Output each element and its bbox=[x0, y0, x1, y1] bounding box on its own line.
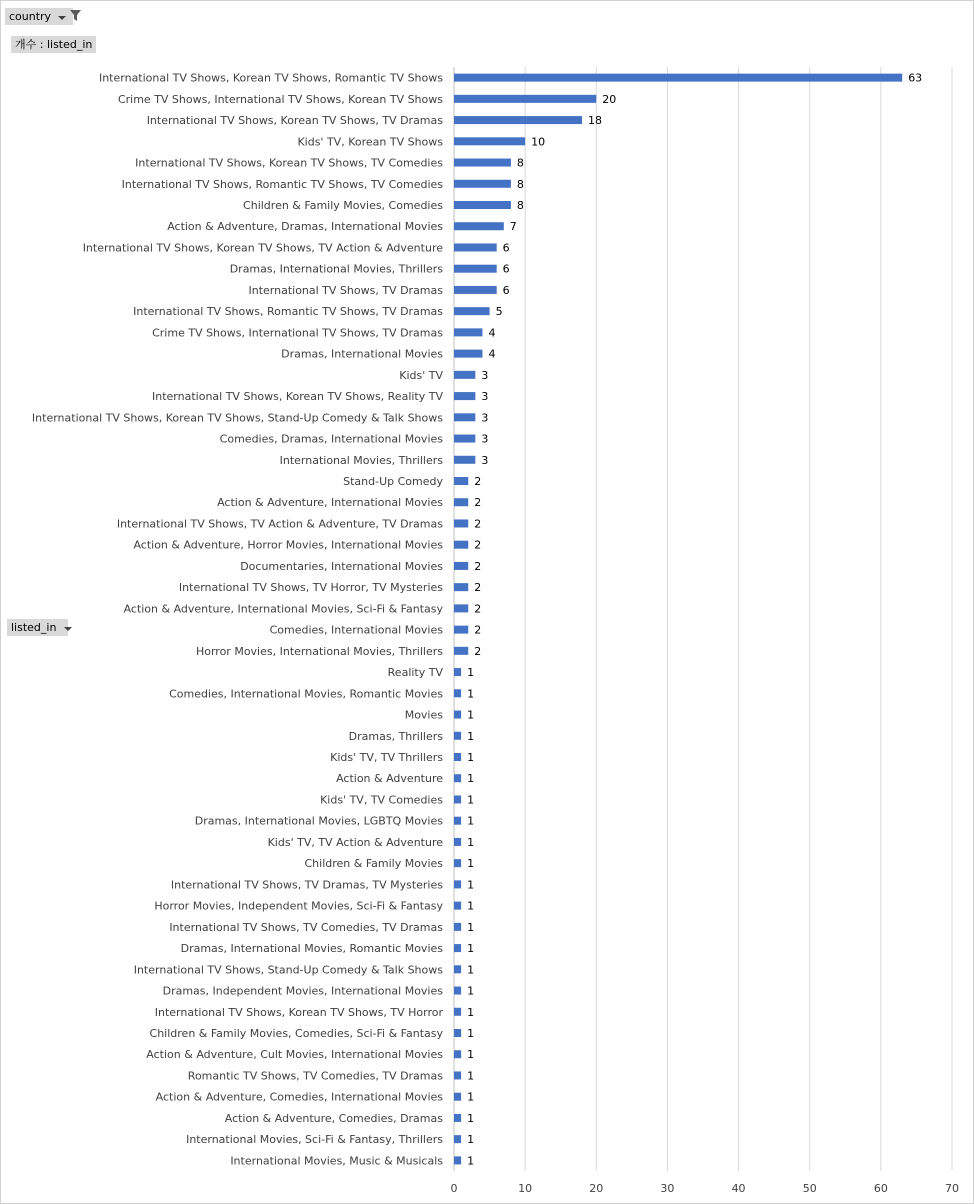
x-tick-label: 10 bbox=[518, 1182, 533, 1195]
data-labels bbox=[467, 72, 922, 1168]
category-label: Movies bbox=[404, 708, 443, 722]
category-label: International TV Shows, TV Action & Adventure, TV Dramas bbox=[116, 517, 443, 531]
category-label: Action & Adventure, Cult Movies, International Movies bbox=[146, 1048, 443, 1062]
data-label: 10 bbox=[531, 135, 546, 149]
category-label: Dramas, International Movies bbox=[281, 347, 443, 361]
bar bbox=[454, 838, 461, 846]
bar bbox=[454, 689, 461, 697]
bar bbox=[454, 859, 461, 867]
data-label: 1 bbox=[467, 878, 475, 892]
data-label: 2 bbox=[474, 517, 482, 531]
data-label: 63 bbox=[908, 71, 923, 85]
x-axis-ticks bbox=[451, 1182, 960, 1195]
bar bbox=[454, 817, 461, 825]
category-labels bbox=[32, 72, 444, 1168]
data-label: 3 bbox=[481, 432, 489, 446]
data-label: 1 bbox=[467, 729, 475, 743]
bar bbox=[454, 923, 461, 931]
x-tick-label: 60 bbox=[873, 1182, 888, 1195]
bar bbox=[454, 1093, 461, 1101]
data-label: 1 bbox=[467, 666, 475, 680]
category-label: International TV Shows, Korean TV Shows, Stand-Up Comedy & Talk Shows bbox=[31, 411, 443, 425]
bar bbox=[454, 477, 468, 485]
bar bbox=[454, 74, 902, 82]
category-label: Dramas, International Movies, Thrillers bbox=[229, 262, 443, 276]
data-label: 8 bbox=[516, 199, 524, 212]
data-label: 2 bbox=[474, 623, 482, 637]
category-label: Comedies, International Movies bbox=[269, 623, 443, 637]
bar bbox=[454, 350, 482, 358]
data-label: 1 bbox=[467, 1069, 475, 1083]
category-label: Action & Adventure bbox=[336, 772, 443, 786]
data-label: 1 bbox=[467, 687, 475, 701]
data-label: 1 bbox=[467, 963, 475, 977]
category-label: International TV Shows, Korean TV Shows, Romantic TV Shows bbox=[98, 71, 443, 85]
data-label: 6 bbox=[502, 283, 510, 297]
category-label: Crime TV Shows, International TV Shows, TV Dramas bbox=[152, 326, 443, 340]
data-label: 2 bbox=[474, 475, 482, 488]
data-label: 3 bbox=[481, 411, 489, 425]
data-label: 1 bbox=[467, 1048, 475, 1062]
category-label: International TV Shows, Stand-Up Comedy & Talk Shows bbox=[133, 963, 443, 977]
bar bbox=[454, 116, 582, 124]
bar bbox=[454, 604, 468, 612]
data-label: 4 bbox=[488, 347, 496, 361]
data-label: 1 bbox=[467, 1090, 475, 1104]
x-tick-label: 70 bbox=[945, 1182, 959, 1195]
bar bbox=[454, 307, 490, 315]
data-label: 2 bbox=[474, 559, 482, 573]
bar bbox=[454, 1156, 461, 1164]
category-label: Documentaries, International Movies bbox=[240, 559, 443, 573]
bar bbox=[454, 583, 468, 591]
category-label: International TV Shows, TV Comedies, TV Dramas bbox=[169, 920, 443, 934]
category-label: Reality TV bbox=[387, 666, 443, 680]
category-label: International TV Shows, Korean TV Shows, TV Horror bbox=[154, 1005, 443, 1019]
category-label: Action & Adventure, Comedies, Dramas bbox=[224, 1111, 443, 1125]
category-label: Children & Family Movies, Comedies, Sci-Fi & Fantasy bbox=[149, 1027, 443, 1040]
bar bbox=[454, 222, 504, 230]
bar bbox=[454, 987, 461, 995]
category-label: International TV Shows, Korean TV Shows, TV Comedies bbox=[135, 156, 443, 170]
data-label: 5 bbox=[495, 305, 503, 319]
x-tick-label: 0 bbox=[450, 1182, 458, 1195]
data-label: 6 bbox=[502, 262, 510, 276]
bar bbox=[454, 392, 475, 400]
x-tick-label: 30 bbox=[660, 1182, 675, 1195]
category-label: International TV Shows, Romantic TV Shows, TV Dramas bbox=[133, 305, 443, 319]
bar bbox=[454, 880, 461, 888]
data-label: 1 bbox=[467, 1133, 475, 1147]
category-label: International TV Shows, Korean TV Shows, TV Dramas bbox=[146, 114, 443, 128]
data-label: 7 bbox=[509, 220, 517, 234]
category-label: Comedies, Dramas, International Movies bbox=[219, 432, 443, 446]
category-label: Action & Adventure, International Movies bbox=[217, 496, 443, 510]
data-label: 1 bbox=[467, 1027, 475, 1040]
category-label: Dramas, International Movies, Romantic Movies bbox=[180, 942, 443, 956]
bar bbox=[454, 413, 475, 421]
bar bbox=[454, 435, 475, 443]
bar bbox=[454, 902, 461, 910]
bar bbox=[454, 519, 468, 527]
category-label: Romantic TV Shows, TV Comedies, TV Dramas bbox=[187, 1069, 443, 1083]
data-label: 2 bbox=[474, 581, 482, 595]
category-label: Kids' TV, TV Action & Adventure bbox=[267, 835, 443, 849]
value-field-label: 개수 : listed_in bbox=[15, 38, 93, 51]
grid-lines bbox=[454, 67, 952, 1171]
category-label: International TV Shows, Korean TV Shows, TV Action & Adventure bbox=[82, 241, 443, 255]
bar bbox=[454, 201, 511, 209]
data-label: 1 bbox=[467, 814, 475, 828]
bar bbox=[454, 456, 475, 464]
data-label: 1 bbox=[467, 899, 475, 913]
x-tick-label: 50 bbox=[802, 1182, 817, 1195]
category-label: Comedies, International Movies, Romantic Movies bbox=[169, 687, 443, 701]
data-label: 3 bbox=[481, 453, 489, 467]
bar bbox=[454, 732, 461, 740]
bar bbox=[454, 328, 482, 336]
bar bbox=[454, 243, 497, 251]
data-label: 18 bbox=[588, 114, 603, 128]
category-label: International TV Shows, TV Dramas, TV Mysteries bbox=[170, 878, 443, 892]
data-label: 1 bbox=[467, 708, 475, 722]
bar bbox=[454, 795, 461, 803]
data-label: 2 bbox=[474, 602, 482, 616]
bar bbox=[454, 265, 497, 273]
bar bbox=[454, 1135, 461, 1143]
category-label: Children & Family Movies bbox=[304, 857, 443, 871]
data-label: 20 bbox=[602, 92, 617, 106]
axis-field-label: listed_in bbox=[11, 621, 57, 634]
category-label: Kids' TV bbox=[399, 368, 443, 382]
data-label: 1 bbox=[467, 942, 475, 956]
bar bbox=[454, 159, 511, 167]
category-label: Crime TV Shows, International TV Shows, Korean TV Shows bbox=[117, 92, 443, 106]
bar bbox=[454, 541, 468, 549]
data-label: 1 bbox=[467, 920, 475, 934]
category-label: Horror Movies, Independent Movies, Sci-Fi & Fantasy bbox=[154, 899, 443, 913]
category-label: Kids' TV, TV Thrillers bbox=[330, 751, 443, 764]
category-label: Kids' TV, TV Comedies bbox=[320, 793, 443, 807]
country-filter-label: country bbox=[9, 10, 52, 23]
bar bbox=[454, 1029, 461, 1037]
category-label: International Movies, Thrillers bbox=[279, 453, 443, 467]
bars bbox=[454, 74, 902, 1168]
category-label: Children & Family Movies, Comedies bbox=[243, 199, 443, 212]
bar bbox=[454, 965, 461, 973]
data-label: 2 bbox=[474, 496, 482, 510]
data-label: 6 bbox=[502, 241, 510, 255]
bar bbox=[454, 498, 468, 506]
bar bbox=[454, 286, 497, 294]
category-label: Action & Adventure, International Movies, Sci-Fi & Fantasy bbox=[123, 602, 443, 616]
bar bbox=[454, 626, 468, 634]
bar bbox=[454, 371, 475, 379]
bar bbox=[454, 668, 461, 676]
bar bbox=[454, 647, 468, 655]
x-tick-label: 40 bbox=[731, 1182, 746, 1195]
category-label: Dramas, Independent Movies, International Movies bbox=[162, 984, 443, 998]
data-label: 3 bbox=[481, 390, 489, 404]
data-label: 1 bbox=[467, 793, 475, 807]
category-label: Action & Adventure, Horror Movies, International Movies bbox=[133, 538, 443, 552]
data-label: 1 bbox=[467, 835, 475, 849]
category-label: Horror Movies, International Movies, Thrillers bbox=[195, 644, 443, 658]
data-label: 1 bbox=[467, 772, 475, 786]
bar bbox=[454, 711, 461, 719]
bar bbox=[454, 95, 596, 103]
bar bbox=[454, 562, 468, 570]
data-label: 3 bbox=[481, 368, 489, 382]
data-label: 1 bbox=[467, 1154, 475, 1168]
category-label: Stand-Up Comedy bbox=[343, 475, 443, 488]
bar bbox=[454, 137, 525, 145]
category-label: International TV Shows, TV Horror, TV Mysteries bbox=[178, 581, 443, 595]
data-label: 2 bbox=[474, 644, 482, 658]
bar bbox=[454, 944, 461, 952]
category-label: Dramas, International Movies, LGBTQ Movies bbox=[194, 814, 443, 828]
category-label: Action & Adventure, Dramas, International Movies bbox=[167, 220, 443, 234]
category-label: Action & Adventure, Comedies, International Movies bbox=[155, 1090, 443, 1104]
bar bbox=[454, 753, 461, 761]
data-label: 1 bbox=[467, 984, 475, 998]
data-label: 1 bbox=[467, 1111, 475, 1125]
category-label: International TV Shows, TV Dramas bbox=[248, 283, 443, 297]
category-label: International Movies, Sci-Fi & Fantasy, Thrillers bbox=[186, 1133, 443, 1147]
data-label: 1 bbox=[467, 751, 475, 764]
data-label: 8 bbox=[516, 156, 524, 170]
bar bbox=[454, 1008, 461, 1016]
category-label: International TV Shows, Romantic TV Shows, TV Comedies bbox=[121, 177, 443, 191]
data-label: 2 bbox=[474, 538, 482, 552]
category-label: International Movies, Music & Musicals bbox=[230, 1154, 443, 1168]
x-tick-label: 20 bbox=[589, 1182, 604, 1195]
category-label: Dramas, Thrillers bbox=[348, 729, 443, 743]
bar bbox=[454, 774, 461, 782]
data-label: 1 bbox=[467, 857, 475, 871]
bar bbox=[454, 1114, 461, 1122]
data-label: 1 bbox=[467, 1005, 475, 1019]
data-label: 8 bbox=[516, 177, 524, 191]
data-label: 4 bbox=[488, 326, 496, 340]
category-label: Kids' TV, Korean TV Shows bbox=[297, 135, 443, 149]
bar bbox=[454, 1071, 461, 1079]
bar bbox=[454, 1050, 461, 1058]
bar bbox=[454, 180, 511, 188]
category-label: International TV Shows, Korean TV Shows, Reality TV bbox=[152, 390, 443, 404]
